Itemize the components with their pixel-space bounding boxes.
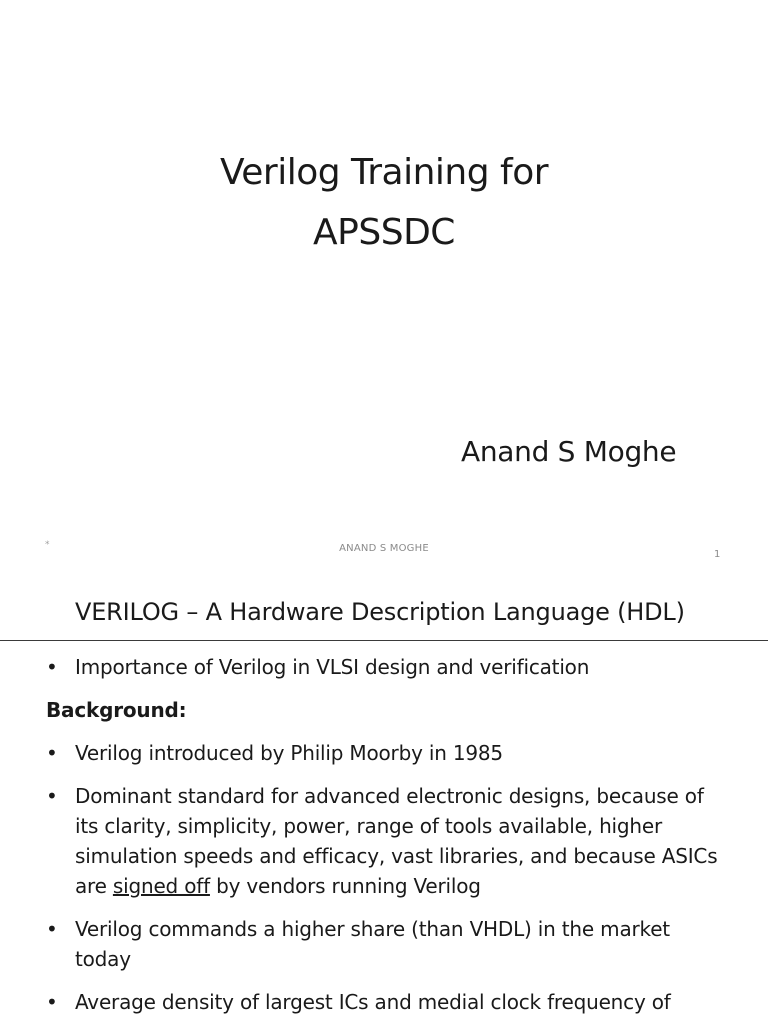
slide-body [46, 652, 726, 1024]
bullet-text: Verilog commands a higher share (than VHDL) in the market today [75, 917, 670, 971]
page-number: 1 [714, 549, 721, 560]
bullet-text: Average density of largest ICs and medial clock frequency of [75, 990, 671, 1014]
content-slide [0, 576, 768, 1024]
title-line-2: APSSDC [313, 212, 455, 253]
title-line-1: Verilog Training for [219, 152, 549, 193]
bullet-text [75, 784, 717, 898]
bullet-dot: • [46, 990, 58, 1014]
bullet-dot: • [46, 741, 58, 765]
footer-marker: * [45, 540, 50, 550]
bullet-item [46, 652, 726, 682]
title-divider [0, 640, 768, 641]
bullet-item [46, 914, 726, 974]
bullet-dot: • [46, 655, 58, 679]
bullet-dot: • [46, 784, 58, 808]
bullet-item [46, 738, 726, 768]
bullet-text: Importance of Verilog in VLSI design and verification [75, 655, 590, 679]
bullet-item [46, 987, 726, 1017]
bullet-text-part: by vendors running Verilog [209, 874, 481, 898]
bullet-item [46, 781, 726, 901]
bullet-dot: • [46, 917, 58, 941]
footer-author: ANAND S MOGHE [339, 543, 429, 554]
bullet-text: Verilog introduced by Philip Moorby in 1985 [75, 741, 503, 765]
section-heading: Background: [46, 698, 187, 722]
slide-title [0, 143, 768, 263]
author-name: Anand S Moghe [461, 435, 677, 468]
underlined-term: signed off [112, 874, 210, 898]
slide-heading: VERILOG – A Hardware Description Language (HDL) [75, 598, 685, 626]
bullet-text-part: Dominant standard for advanced electronic designs, because of its clarity, simplicity, power, range of tools available, higher simulation speeds and efficacy, vast libraries, and because ASICs are [75, 784, 718, 898]
